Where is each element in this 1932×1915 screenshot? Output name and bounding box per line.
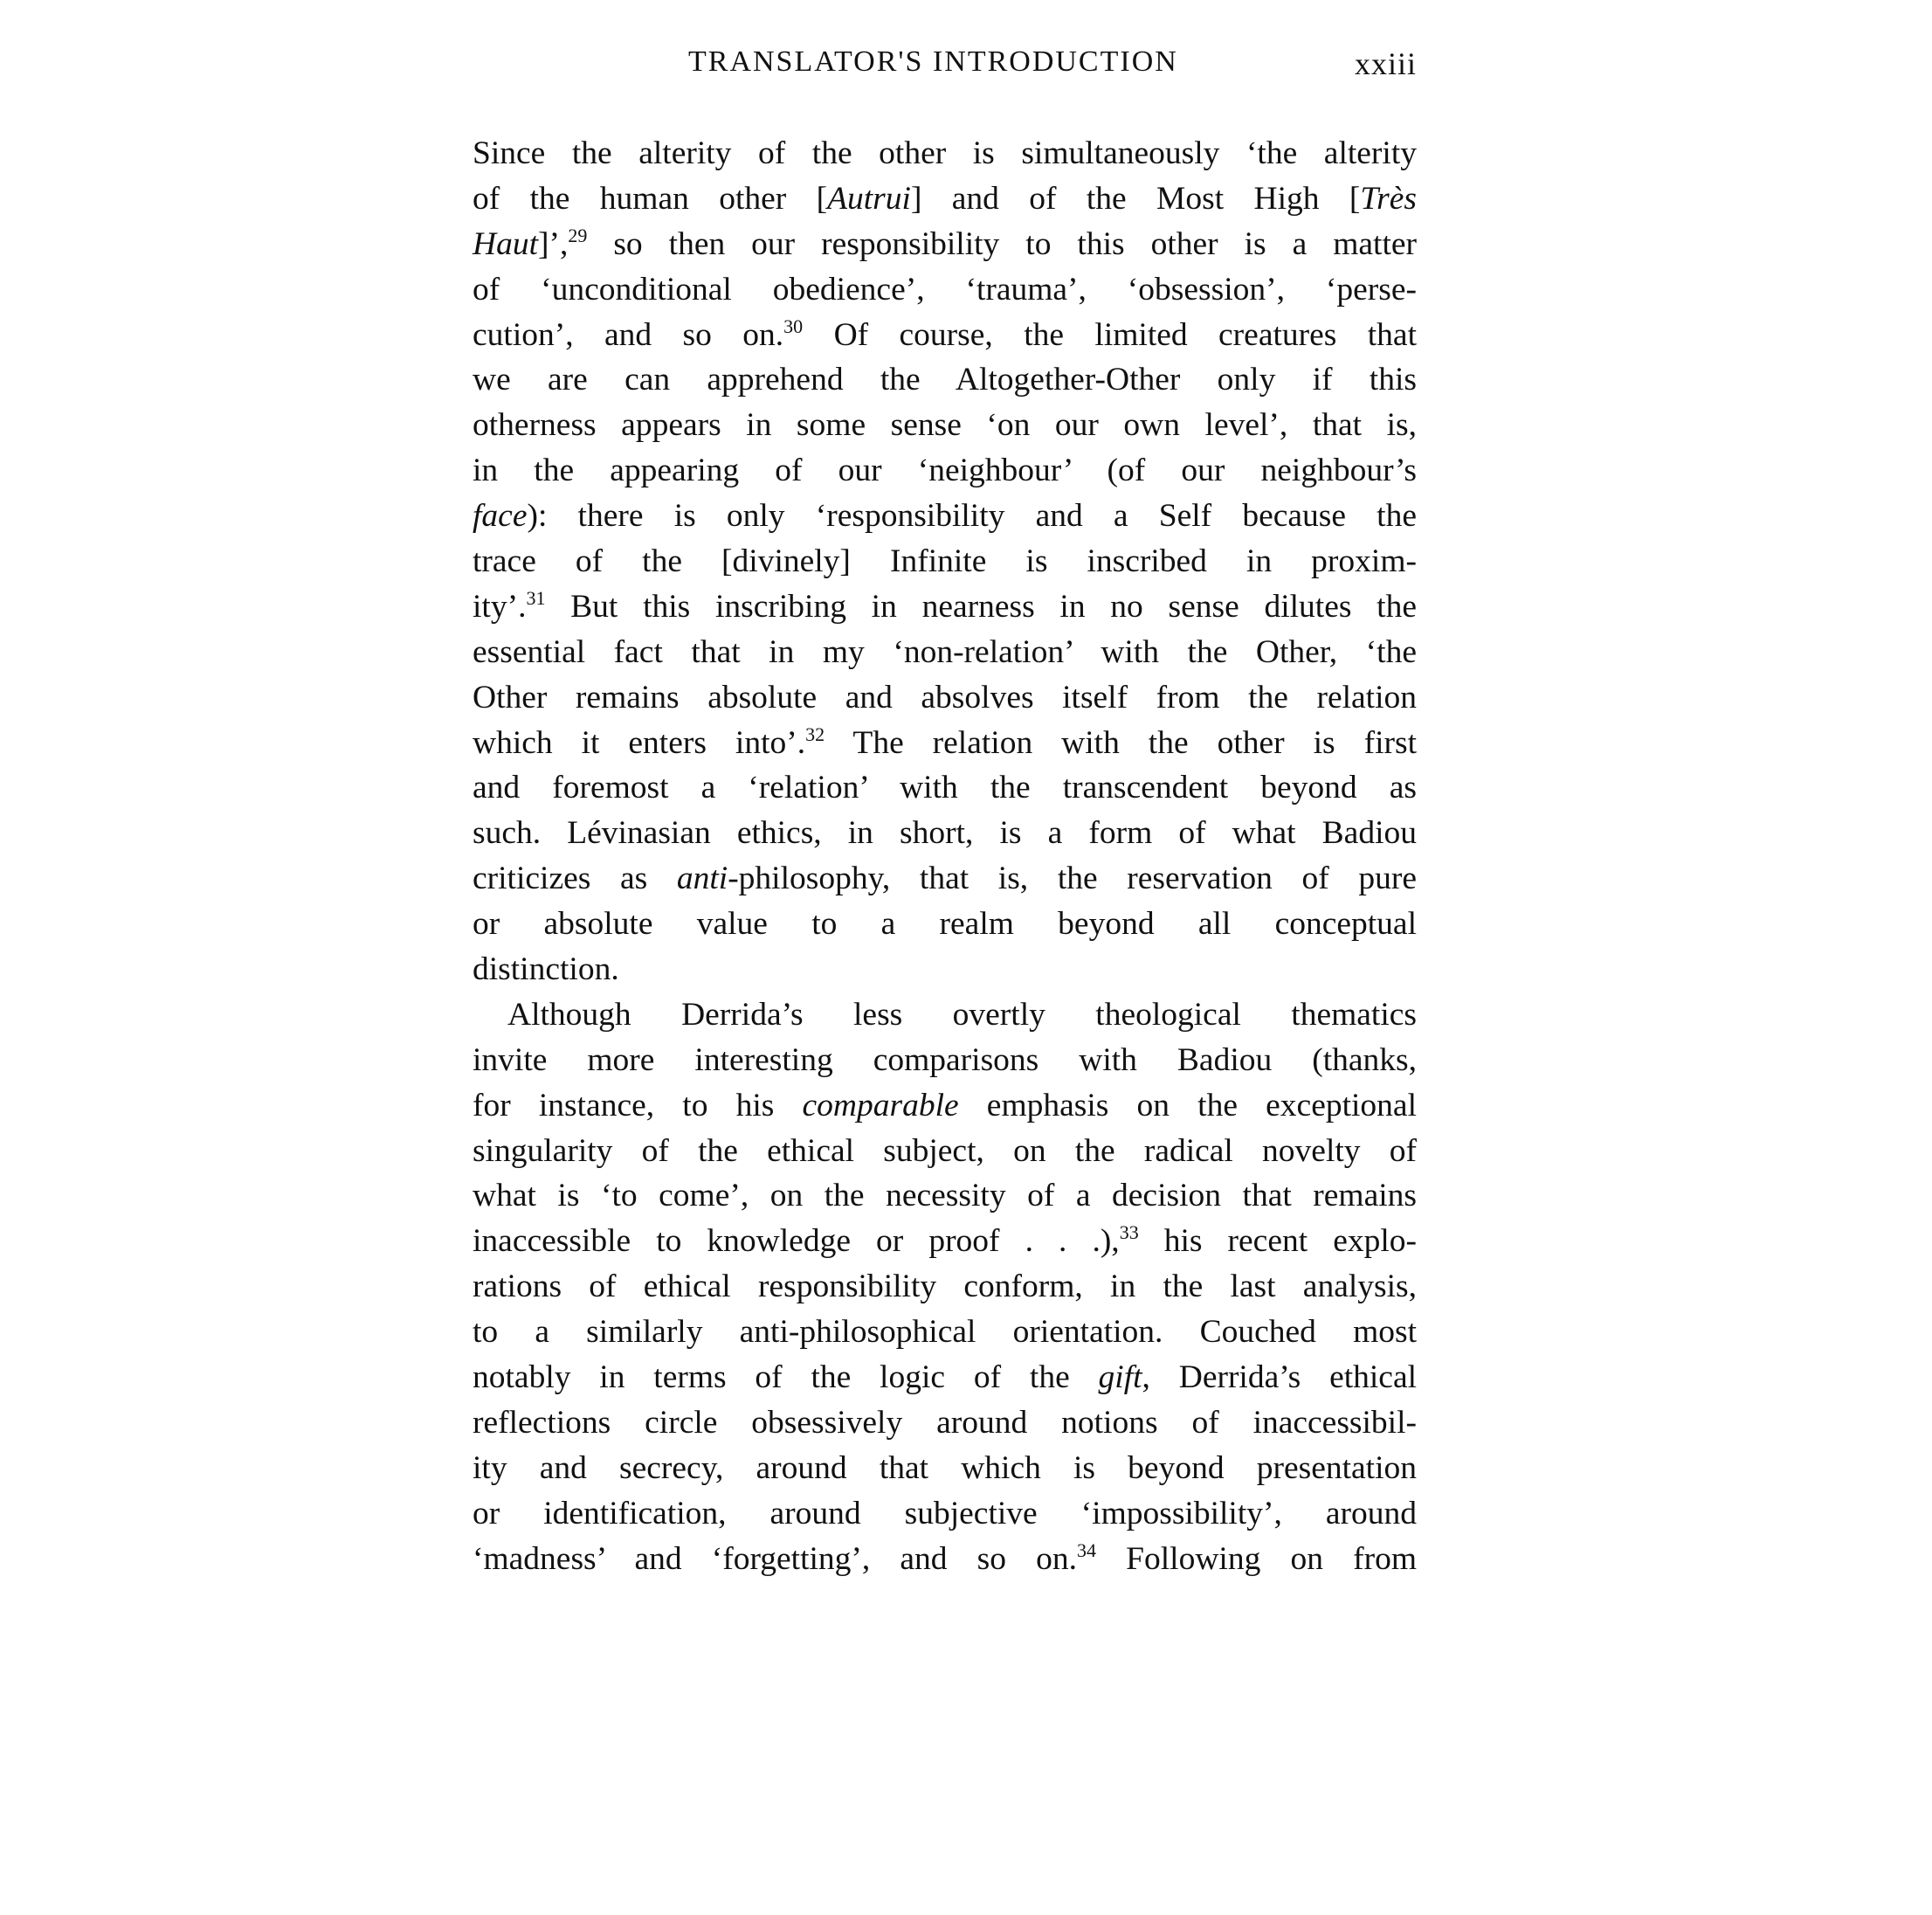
text-run: we are can apprehend the Altogether-Other only if this — [473, 362, 1417, 398]
text-run: ‘madness’ and ‘forgetting’, and so on. — [473, 1540, 1078, 1577]
text-run: The relation with the other is first — [825, 724, 1417, 761]
footnote-reference: 29 — [568, 224, 588, 246]
text-line — [473, 1129, 1417, 1174]
text-run: ity’. — [473, 588, 527, 625]
text-run: ] and of the Most High [ — [910, 180, 1361, 217]
italic-run: comparable — [802, 1087, 959, 1123]
text-line — [473, 1173, 1417, 1219]
text-run: and foremost a ‘relation’ with the transcendent beyond as — [473, 770, 1417, 806]
footnote-reference: 31 — [526, 586, 546, 609]
text-run: distinction. — [473, 951, 619, 988]
text-line — [473, 1400, 1417, 1446]
text-line — [473, 630, 1417, 675]
text-run: to a similarly anti-philosophical orientation. Couched most — [473, 1314, 1417, 1351]
italic-run: Autrui — [827, 180, 911, 217]
text-line — [473, 811, 1417, 856]
text-run: Of course, the limited creatures that — [803, 316, 1417, 353]
footnote-reference: 33 — [1119, 1221, 1139, 1244]
text-line — [473, 357, 1417, 403]
text-line — [473, 539, 1417, 584]
text-run: cution’, and so on. — [473, 316, 784, 353]
text-run: so then our responsibility to this other is a matter — [587, 225, 1417, 262]
text-line — [473, 1446, 1417, 1491]
text-line — [473, 1355, 1417, 1400]
text-run: Although Derrida’s less overtly theological thematics — [507, 996, 1417, 1033]
text-line — [473, 403, 1417, 448]
page-number: xxiii — [1354, 46, 1417, 81]
text-run: Following on from — [1096, 1540, 1417, 1577]
text-line — [473, 1083, 1417, 1129]
italic-run: face — [473, 498, 528, 535]
italic-run: anti — [676, 861, 728, 897]
text-run: of the human other [ — [473, 180, 828, 217]
text-run: emphasis on the exceptional — [958, 1087, 1417, 1123]
text-line — [473, 721, 1417, 766]
italic-run: gift — [1098, 1359, 1142, 1396]
text-line — [473, 1491, 1417, 1537]
text-line — [473, 448, 1417, 494]
text-run: essential fact that in my ‘non-relation’ with the Other, ‘the — [473, 633, 1417, 670]
text-run: inaccessible to knowledge or proof . . .), — [473, 1223, 1120, 1260]
body-text — [473, 131, 1417, 1582]
text-run: invite more interesting comparisons with Badiou (thanks, — [473, 1041, 1417, 1078]
text-line — [473, 267, 1417, 313]
text-line — [473, 222, 1417, 267]
footnote-reference: 30 — [783, 315, 804, 337]
text-line — [473, 1310, 1417, 1355]
text-line — [473, 176, 1417, 222]
running-head — [472, 45, 1417, 89]
text-line — [473, 1264, 1417, 1310]
text-line — [473, 1038, 1417, 1083]
text-line — [473, 1219, 1417, 1264]
text-run: ity and secrecy, around that which is beyond presentation — [473, 1449, 1417, 1486]
text-run: in the appearing of our ‘neighbour’ (of our neighbour’s — [473, 453, 1417, 489]
text-run: his recent explo- — [1138, 1223, 1417, 1260]
text-line — [473, 675, 1417, 721]
text-run: rations of ethical responsibility conform, in the last analysis, — [473, 1269, 1417, 1305]
text-line — [473, 584, 1417, 630]
text-line — [473, 992, 1417, 1038]
footnote-reference: 32 — [805, 722, 825, 745]
text-run: ]’, — [538, 225, 569, 262]
text-run: criticizes as — [473, 861, 677, 897]
text-run: or absolute value to a realm beyond all conceptual — [473, 906, 1417, 943]
text-run: or identification, around subjective ‘impossibility’, around — [473, 1495, 1417, 1531]
text-line — [473, 313, 1417, 358]
text-line — [473, 902, 1417, 947]
text-run: notably in terms of the logic of the — [473, 1359, 1099, 1396]
running-title: TRANSLATOR'S INTRODUCTION — [688, 45, 1178, 78]
text-run: what is ‘to come’, on the necessity of a decision that remains — [473, 1178, 1417, 1214]
text-run: trace of the [divinely] Infinite is inscribed in proxim- — [473, 543, 1417, 580]
italic-run: Haut — [473, 225, 538, 262]
text-run: Other remains absolute and absolves itself from the relation — [473, 679, 1417, 716]
text-run: otherness appears in some sense ‘on our own level’, that is, — [473, 407, 1417, 444]
text-line — [473, 947, 1417, 992]
text-line — [473, 765, 1417, 811]
text-run: for instance, to his — [473, 1087, 803, 1123]
text-run: -philosophy, that is, the reservation of pure — [728, 861, 1417, 897]
text-line — [473, 1537, 1417, 1582]
text-run: singularity of the ethical subject, on the radical novelty of — [473, 1132, 1417, 1169]
text-run: But this inscribing in nearness in no sense dilutes the — [545, 588, 1417, 625]
text-run: reflections circle obsessively around notions of inaccessibil- — [473, 1404, 1417, 1441]
text-run: , Derrida’s ethical — [1142, 1359, 1418, 1396]
text-line — [473, 494, 1417, 539]
footnote-reference: 34 — [1077, 1538, 1097, 1561]
text-line — [473, 131, 1417, 176]
text-run: which it enters into’. — [473, 724, 806, 761]
text-line — [473, 856, 1417, 902]
text-run: such. Lévinasian ethics, in short, is a form of what Badiou — [473, 815, 1417, 852]
italic-run: Très — [1360, 180, 1417, 217]
text-run: ): there is only ‘responsibility and a Self because the — [527, 498, 1417, 535]
text-run: Since the alterity of the other is simultaneously ‘the alterity — [473, 135, 1417, 171]
text-run: of ‘unconditional obedience’, ‘trauma’, ‘obsession’, ‘perse- — [473, 271, 1417, 308]
